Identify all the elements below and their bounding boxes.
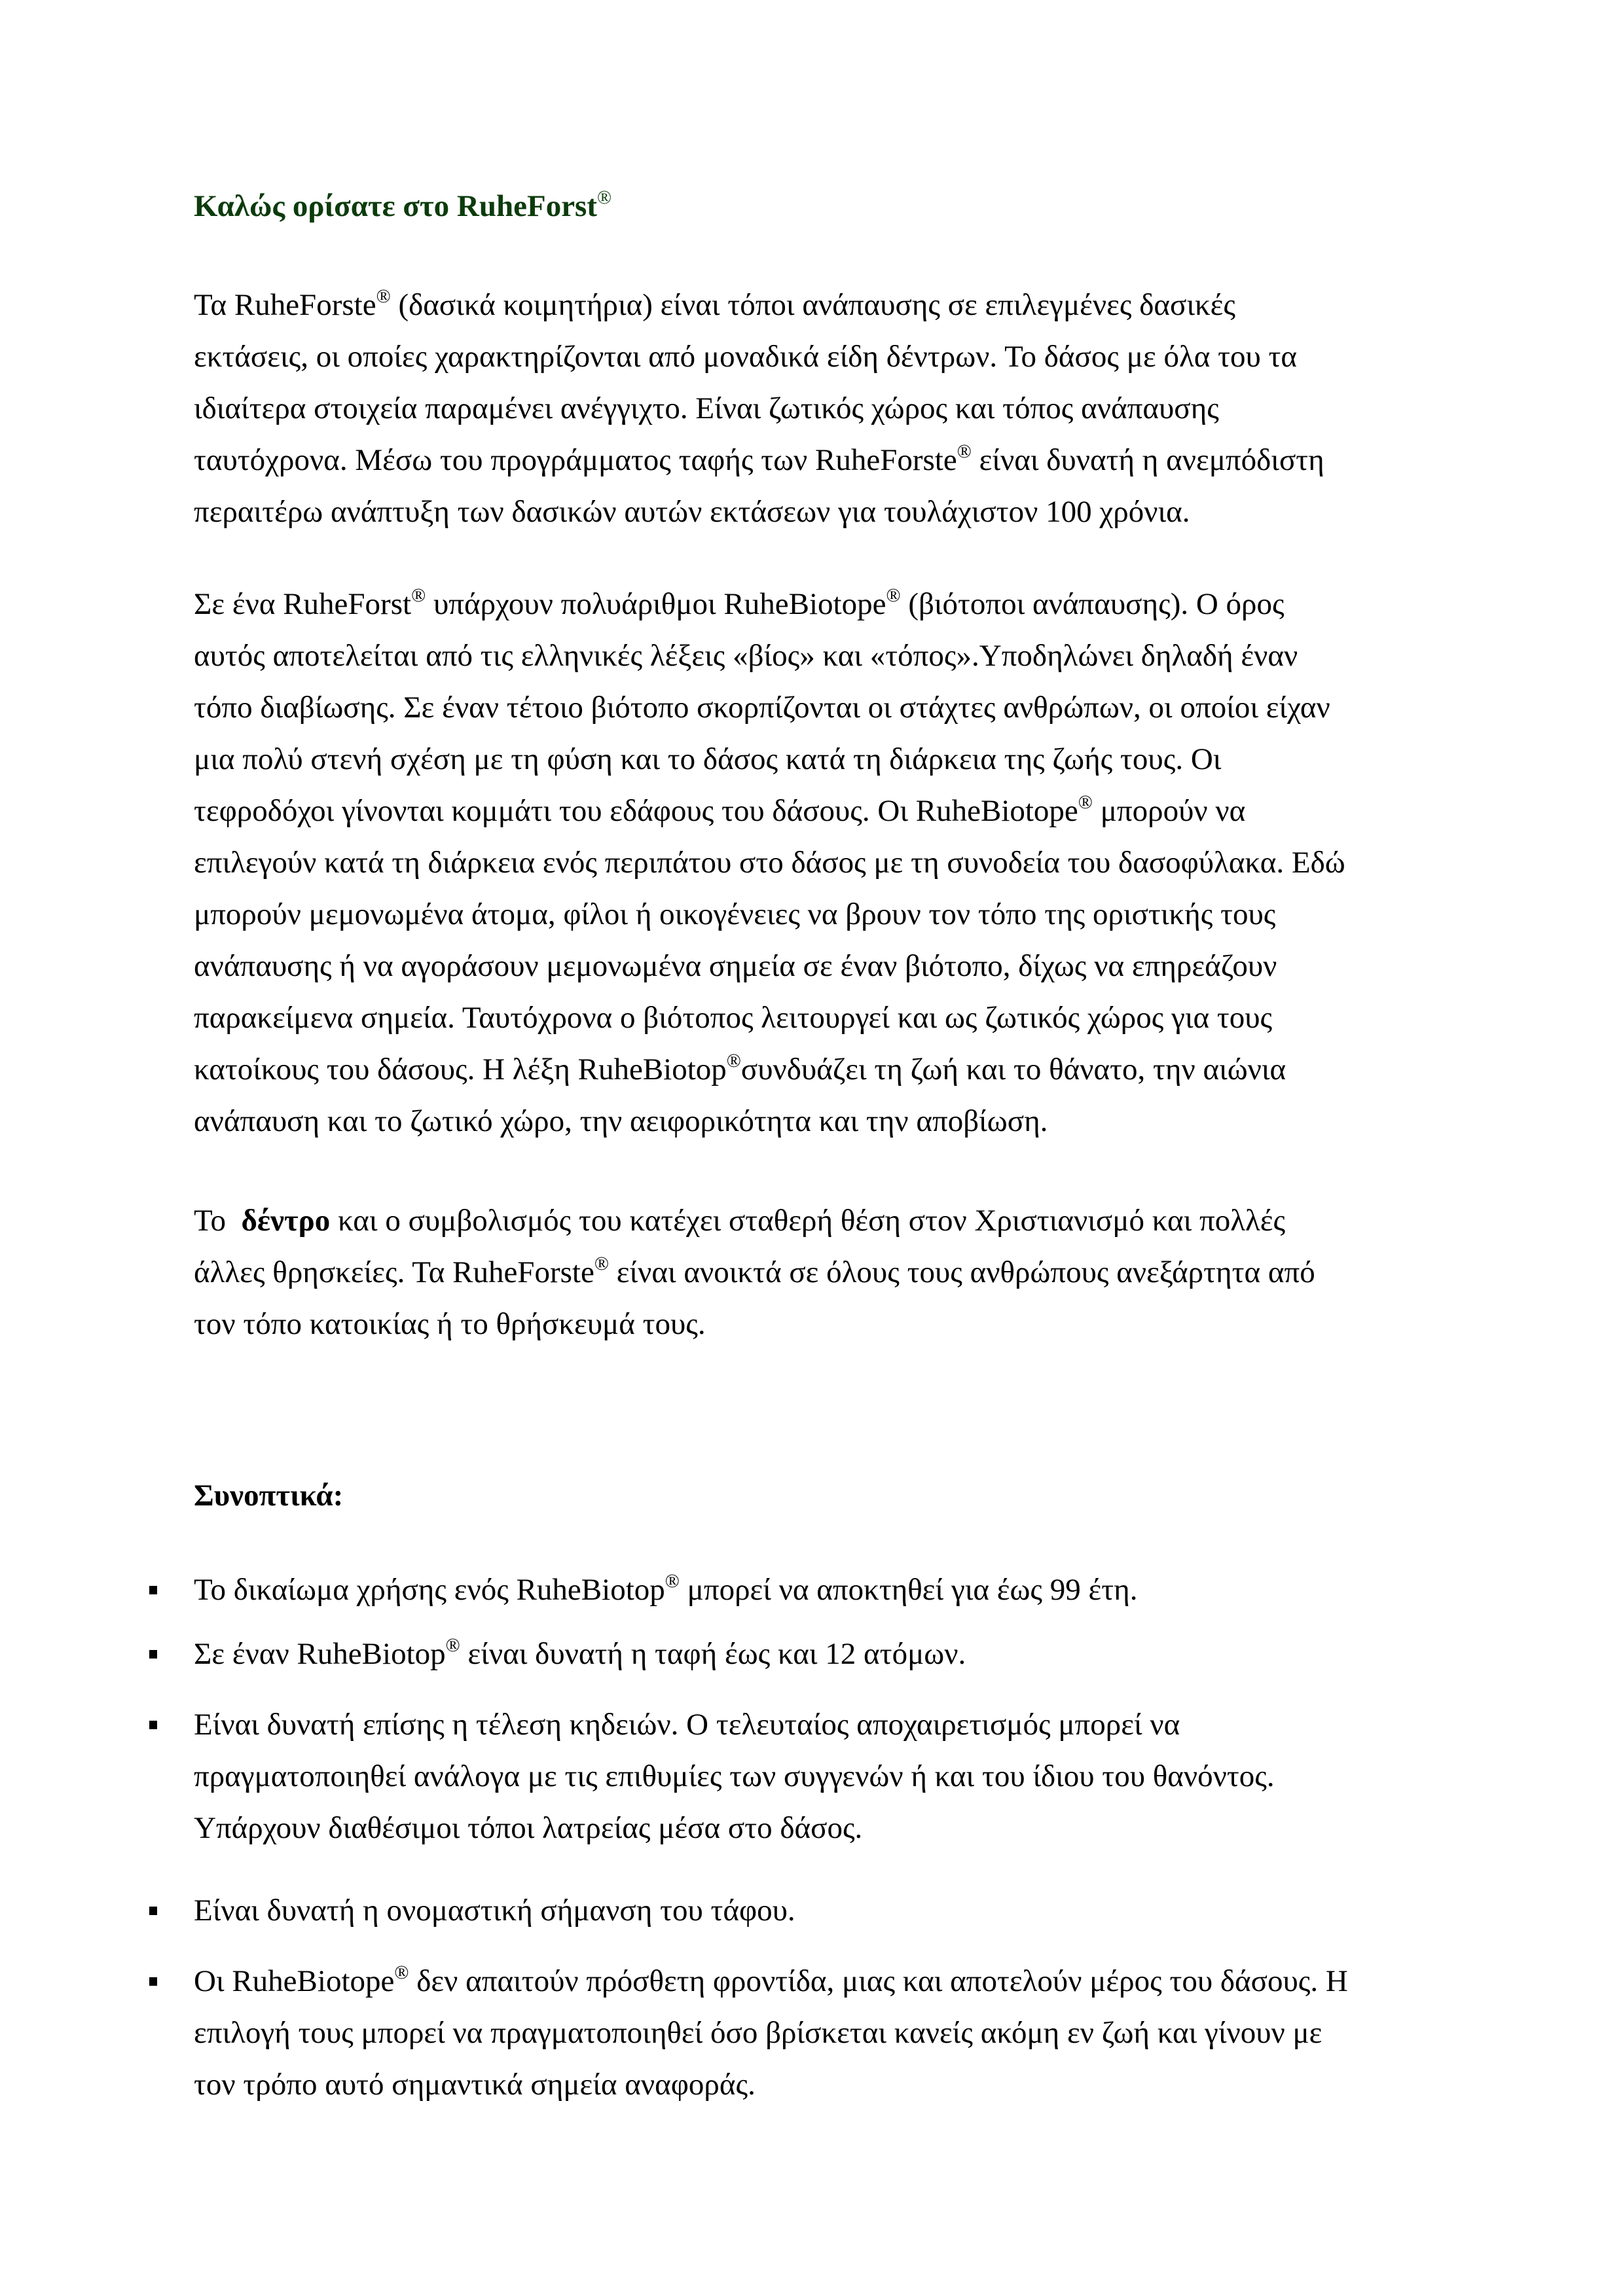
text: τεφροδόχοι γίνονται κομμάτι του εδάφους του δάσους. Οι RuheBiotope <box>194 794 1078 828</box>
text: Τα RuheForste <box>194 288 376 322</box>
text: μπορούν να <box>1092 794 1246 828</box>
text: (δασικά κοιμητήρια) είναι τόποι ανάπαυσης σε επιλεγμένες δασικές <box>390 288 1236 322</box>
title-text: Καλώς ορίσατε στο RuheForst <box>194 189 598 223</box>
list-item-line <box>194 2059 1348 2111</box>
paragraph-line <box>194 435 1438 486</box>
registered-mark: ® <box>376 286 391 308</box>
text: δεν απαιτούν πρόσθετη φροντίδα, μιας και αποτελούν μέρος του δάσους. Η <box>409 1964 1348 1998</box>
paragraph-line <box>194 785 1438 837</box>
text: Σε έναν RuheBiotop <box>194 1637 446 1671</box>
registered-mark: ® <box>394 1962 409 1984</box>
text: Σε ένα RuheForst <box>194 587 412 621</box>
text: ιδιαίτερα στοιχεία παραμένει ανέγγιχτο. Είναι ζωτικός χώρος και τόπος ανάπαυσης <box>194 391 1219 425</box>
paragraph-line <box>194 630 1438 682</box>
text: είναι δυνατή η ανεμπόδιστη <box>971 443 1324 477</box>
text: μπορούν μεμονωμένα άτομα, φίλοι ή οικογένειες να βρουν τον τόπο της οριστικής τους <box>194 897 1276 931</box>
list-item-line <box>194 2007 1348 2059</box>
list-item-line <box>194 1885 795 1937</box>
text: ταυτόχρονα. Μέσω του προγράμματος ταφής των RuheForste <box>194 443 957 477</box>
registered-mark: ® <box>411 585 426 607</box>
text: τόπο διαβίωσης. Σε έναν τέτοιο βιότοπο σκορπίζονται οι στάχτες ανθρώπων, οι οποίοι είχαν <box>194 691 1330 725</box>
registered-mark: ® <box>445 1635 460 1657</box>
paragraph-line <box>194 734 1438 785</box>
square-bullet-icon <box>149 1721 157 1729</box>
intro-paragraph <box>194 279 1438 538</box>
text: Το <box>194 1204 242 1238</box>
text: μπορεί να αποκτηθεί για έως 99 έτη. <box>679 1573 1138 1607</box>
registered-mark: ® <box>957 441 972 463</box>
text: συνδυάζει τη ζωή και το θάνατο, την αιώνια <box>740 1052 1286 1086</box>
paragraph-line <box>194 941 1438 992</box>
text: Υπάρχουν διαθέσιμοι τόποι λατρείας μέσα στο δάσος. <box>194 1811 863 1845</box>
text: (βιότοποι ανάπαυσης). Ο όρος <box>900 587 1285 621</box>
biotope-paragraph <box>194 579 1438 1147</box>
paragraph-line <box>194 837 1438 889</box>
text: περαιτέρω ανάπτυξη των δασικών αυτών εκτάσεων για τουλάχιστον 100 χρόνια. <box>194 495 1190 529</box>
square-bullet-icon <box>149 1977 157 1986</box>
registered-mark: ® <box>597 187 612 209</box>
list-item-line <box>194 1628 966 1680</box>
text: πραγματοποιηθεί ανάλογα με τις επιθυμίες των συγγενών ή και του ίδιου του θανόντος. <box>194 1759 1275 1793</box>
text: Είναι δυνατή η ονομαστική σήμανση του τάφου. <box>194 1893 795 1928</box>
paragraph-line <box>194 383 1438 435</box>
text: αυτός αποτελείται από τις ελληνικές λέξεις «βίος» και «τόπος».Υποδηλώνει δηλαδή έναν <box>194 639 1298 673</box>
summary-heading: Συνοπτικά: <box>194 1479 344 1513</box>
paragraph-line <box>194 331 1438 383</box>
text: παρακείμενα σημεία. Ταυτόχρονα ο βιότοπος λειτουργεί και ως ζωτικός χώρος για τους <box>194 1001 1273 1035</box>
tree-symbolism-paragraph <box>194 1195 1438 1350</box>
text: Είναι δυνατή επίσης η τέλεση κηδειών. Ο τελευταίος αποχαιρετισμός μπορεί να <box>194 1708 1180 1742</box>
text: ανάπαυση και το ζωτικό χώρο, την αειφορικότητα και την αποβίωση. <box>194 1104 1048 1138</box>
page-title <box>194 187 612 223</box>
text: τον τόπο κατοικίας ή το θρήσκευμά τους. <box>194 1307 706 1341</box>
square-bullet-icon <box>149 1907 157 1915</box>
paragraph-line <box>194 1096 1438 1147</box>
text: είναι ανοικτά σε όλους τους ανθρώπους ανεξάρτητα από <box>608 1255 1315 1289</box>
bold-word: δέντρο <box>241 1204 331 1238</box>
paragraph-line <box>194 486 1438 538</box>
list-item-line <box>194 1751 1275 1803</box>
list-item-line <box>194 1564 1137 1616</box>
paragraph-line <box>194 579 1438 630</box>
registered-mark: ® <box>886 585 901 607</box>
paragraph-line <box>194 889 1438 941</box>
registered-mark: ® <box>665 1571 680 1592</box>
paragraph-line <box>194 279 1438 331</box>
text: επιλεγούν κατά τη διάρκεια ενός περιπάτου στο δάσος με τη συνοδεία του δασοφύλακα. Εδώ <box>194 846 1345 880</box>
registered-mark: ® <box>594 1253 609 1275</box>
list-item-line <box>194 1699 1275 1751</box>
list-item-line <box>194 1956 1348 2007</box>
registered-mark: ® <box>726 1050 741 1072</box>
text: μια πολύ στενή σχέση με τη φύση και το δάσος κατά τη διάρκεια της ζωής τους. Οι <box>194 742 1222 776</box>
paragraph-line <box>194 1044 1438 1096</box>
paragraph-line <box>194 1299 1438 1350</box>
list-item-line <box>194 1803 1275 1854</box>
paragraph-line <box>194 1195 1438 1247</box>
text: ανάπαυσης ή να αγοράσουν μεμονωμένα σημεία σε έναν βιότοπο, δίχως να επηρεάζουν <box>194 949 1277 983</box>
text: Οι RuheBiotope <box>194 1964 395 1998</box>
text: είναι δυνατή η ταφή έως και 12 ατόμων. <box>460 1637 966 1671</box>
paragraph-line <box>194 682 1438 734</box>
square-bullet-icon <box>149 1650 157 1659</box>
text: κατοίκους του δάσους. Η λέξη RuheBiotop <box>194 1052 727 1086</box>
paragraph-line <box>194 992 1438 1044</box>
text: υπάρχουν πολυάριθμοι RuheBiotope <box>426 587 886 621</box>
text: και ο συμβολισμός του κατέχει σταθερή θέση στον Χριστιανισμό και πολλές <box>330 1204 1286 1238</box>
registered-mark: ® <box>1078 792 1093 814</box>
text: Το δικαίωμα χρήσης ενός RuheBiotop <box>194 1573 665 1607</box>
text: επιλογή τους μπορεί να πραγματοποιηθεί όσο βρίσκεται κανείς ακόμη εν ζωή και γίνουν με <box>194 2016 1322 2050</box>
text: άλλες θρησκείες. Τα RuheForste <box>194 1255 594 1289</box>
square-bullet-icon <box>149 1586 157 1594</box>
text: τον τρόπο αυτό σημαντικά σημεία αναφοράς. <box>194 2068 756 2102</box>
text: εκτάσεις, οι οποίες χαρακτηρίζονται από μοναδικά είδη δέντρων. Το δάσος με όλα του τα <box>194 340 1298 374</box>
paragraph-line <box>194 1247 1438 1299</box>
